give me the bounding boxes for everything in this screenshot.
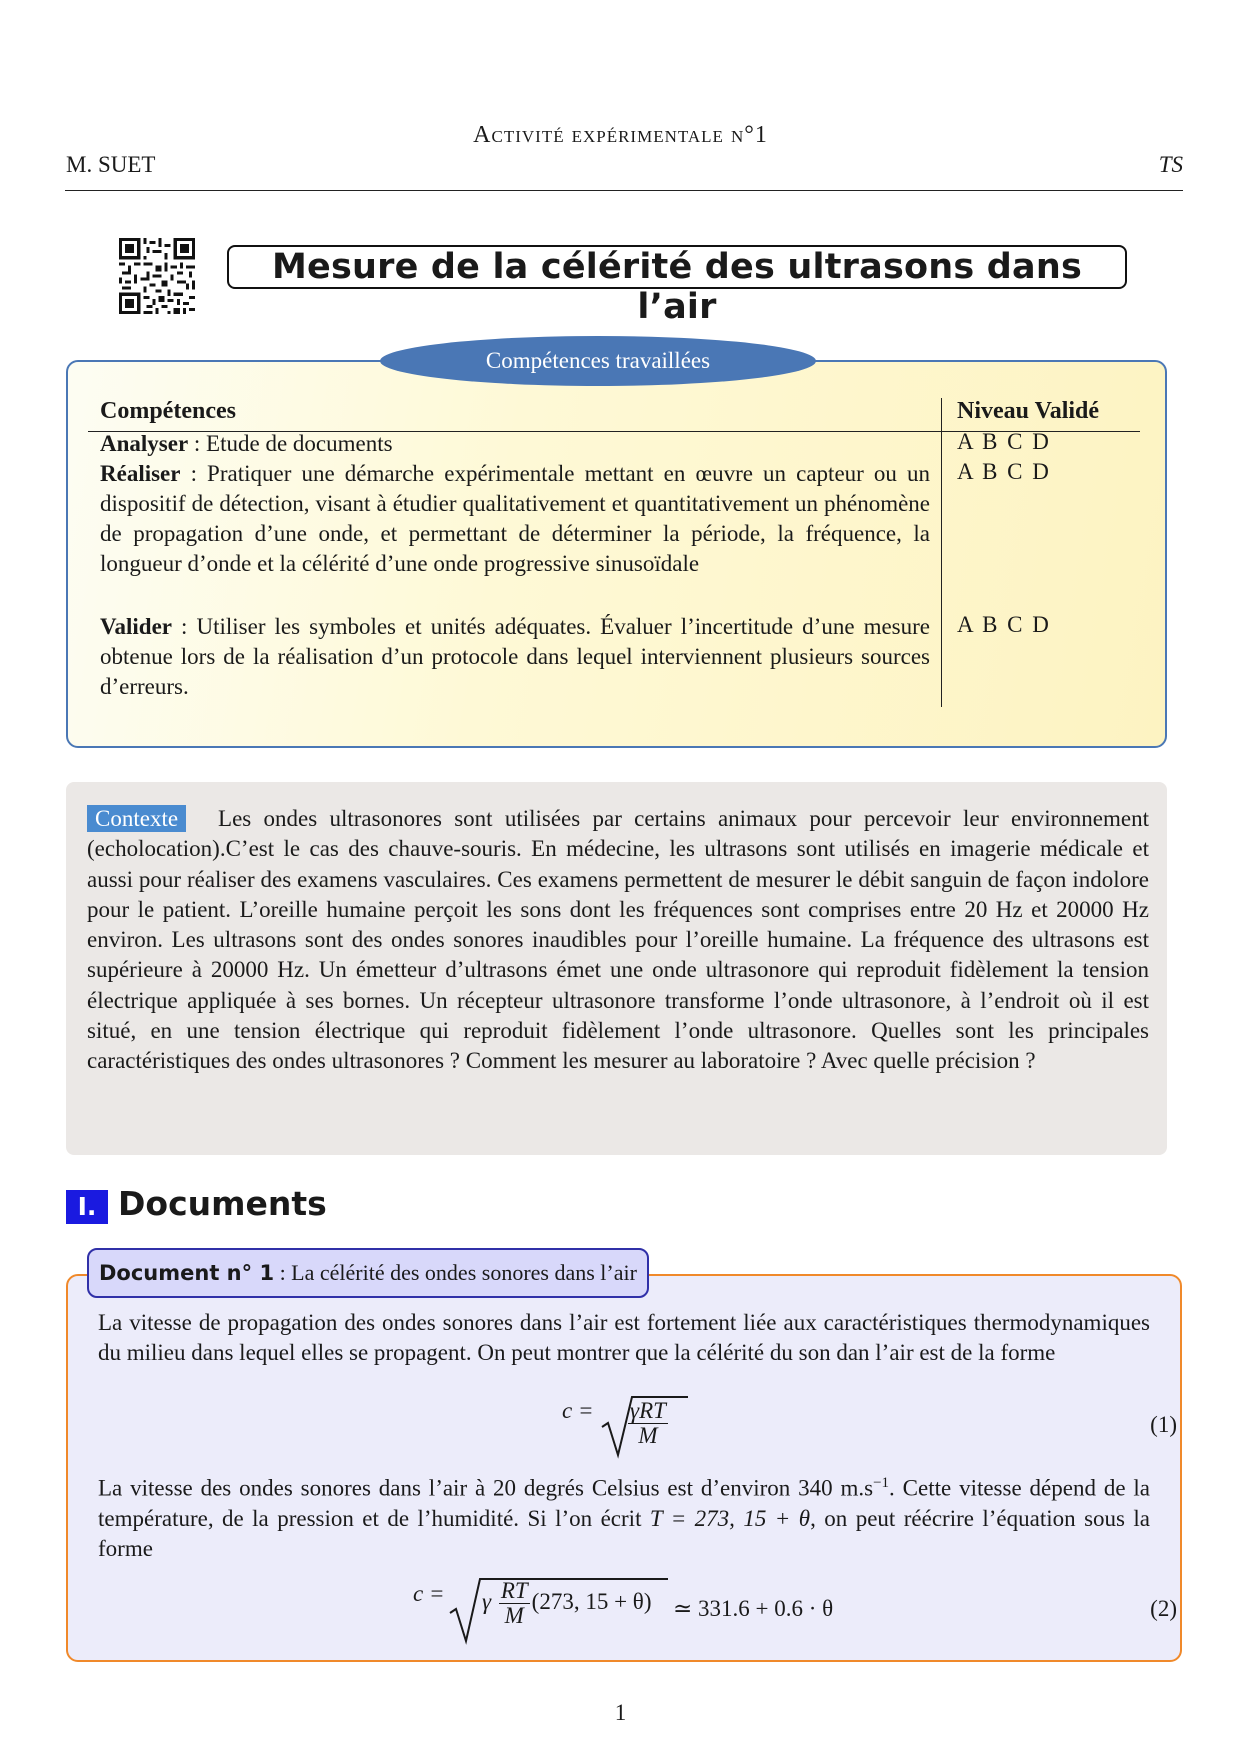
header-rule (65, 190, 1183, 191)
paragraph-text: . Cette vitesse dépend de la température, de la pression et de l’humidité. Si l’on écrit (98, 1475, 1150, 1531)
document-number: Document n° 1 (99, 1261, 275, 1285)
document-label (87, 1248, 649, 1298)
header-title: Activité expérimentale n°1 (473, 122, 768, 148)
competence-text: : Utiliser les symboles et unités adéquates. Évaluer l’incertitude d’une mesure obtenue lors de la réalisation d’un protocole dans lequel interviennent plusieurs sources d’erreurs. (100, 614, 930, 699)
competence-text: : Pratiquer une démarche expérimentale mettant en œuvre un capteur ou un dispositif de détection, visant à étudier qualitativement et quantitativement un phénomène de propagation d’une onde, et permettant de déterminer la période, la fréquence, la longueur d’onde et la célérité d’une onde progressive sinusoïdale (100, 461, 930, 576)
document-heading: : La célérité des ondes sonores dans l’air (274, 1260, 637, 1285)
fraction-numerator: RT (500, 1578, 528, 1603)
context-label: Contexte (87, 805, 186, 832)
competences-column-header: Compétences (100, 398, 236, 424)
paragraph-text: , on peut réécrire l’équation sous la forme (98, 1505, 1151, 1562)
competence-row-valider (100, 612, 930, 702)
page-title: Mesure de la célérité des ultrasons dans l’air (227, 245, 1127, 289)
equation-lhs: c = (413, 1581, 445, 1606)
gamma-symbol: γ (482, 1588, 492, 1614)
fraction-denominator: M (504, 1603, 524, 1629)
competence-label: Valider (100, 614, 172, 639)
equation-1-fraction (628, 1399, 684, 1448)
header-class: TS (1158, 152, 1183, 177)
equation-parenthesis: (273, 15 + θ) (531, 1588, 652, 1614)
equation-1 (562, 1398, 593, 1424)
equation-number-1: (1) (1150, 1412, 1177, 1437)
context-text: Les ondes ultrasonores sont utilisées par certains animaux pour percevoir leur environnement (echolocation).C’est le cas des chauve-souris. En médecine, les ultrasons sont utilisés en imagerie médicale et aussi pour réaliser des examens vasculaires. Ces examens permettent de mesurer le débit sanguin de façon indolore pour le patient. L’oreille humaine perçoit les sons dont les fréquences sont comprises entre 20 Hz et 20000 Hz environ. Les ultrasons sont des ondes sonores inaudibles pour l’oreille humaine. La fréquence des ultrasons est supérieure à 20000 Hz. Un émetteur d’ultrasons émet une onde ultrasonore qui reproduit fidèlement la tension électrique appliquée à ses bornes. Un récepteur ultrasonore transforme l’onde ultrasonore, à l’endroit où il est situé, en une tension électrique qui reproduit fidèlement l’onde ultrasonore. Quelles sont les principales caractéristiques des ondes ultrasonores ? Comment les mesurer au laboratoire ? Avec quelle précision ? (87, 806, 1149, 1074)
document-paragraph-1: La vitesse de propagation des ondes sonores dans l’air est fortement liée aux caractéristiques thermodynamiques du milieu dans lequel elles se propagent. On peut montrer que la célérité du son dan l’air est de la forme (98, 1310, 1150, 1366)
table-column-rule (941, 398, 942, 707)
competence-level: A B C D (957, 429, 1051, 454)
equation-number-2: (2) (1150, 1596, 1177, 1621)
section-title: Documents (118, 1184, 327, 1223)
competences-badge: Compétences travaillées (380, 336, 816, 386)
header-author: M. SUET (66, 152, 156, 177)
document-paragraph-2 (98, 1468, 1150, 1565)
competence-level: A B C D (957, 459, 1051, 484)
competence-level: A B C D (957, 612, 1051, 637)
competence-label: Réaliser (100, 461, 181, 486)
level-column-header: Niveau Validé (957, 398, 1100, 424)
competence-text: : Etude de documents (188, 431, 393, 456)
competence-row-realiser (100, 459, 930, 579)
equation-2-body (482, 1579, 651, 1628)
unit-exponent: −1 (873, 1475, 890, 1491)
fraction-denominator: M (638, 1423, 658, 1449)
equation-2-lhs (413, 1581, 444, 1607)
equation-2-rhs: ≃ 331.6 + 0.6 · θ (673, 1596, 834, 1621)
equation-lhs: c = (562, 1398, 594, 1423)
competence-row-analyser (100, 429, 930, 459)
section-number: I. (66, 1190, 108, 1224)
context-paragraph (87, 804, 1149, 1077)
page-number: 1 (614, 1700, 627, 1725)
paragraph-text: La vitesse des ondes sonores dans l’air à 20 degrés Celsius est d’environ 340 m.s (98, 1475, 874, 1501)
inline-equation: T = 273, 15 + θ (649, 1505, 811, 1531)
qr-code-icon (119, 238, 195, 314)
fraction-numerator: γRT (630, 1398, 666, 1423)
competence-label: Analyser (100, 431, 189, 456)
